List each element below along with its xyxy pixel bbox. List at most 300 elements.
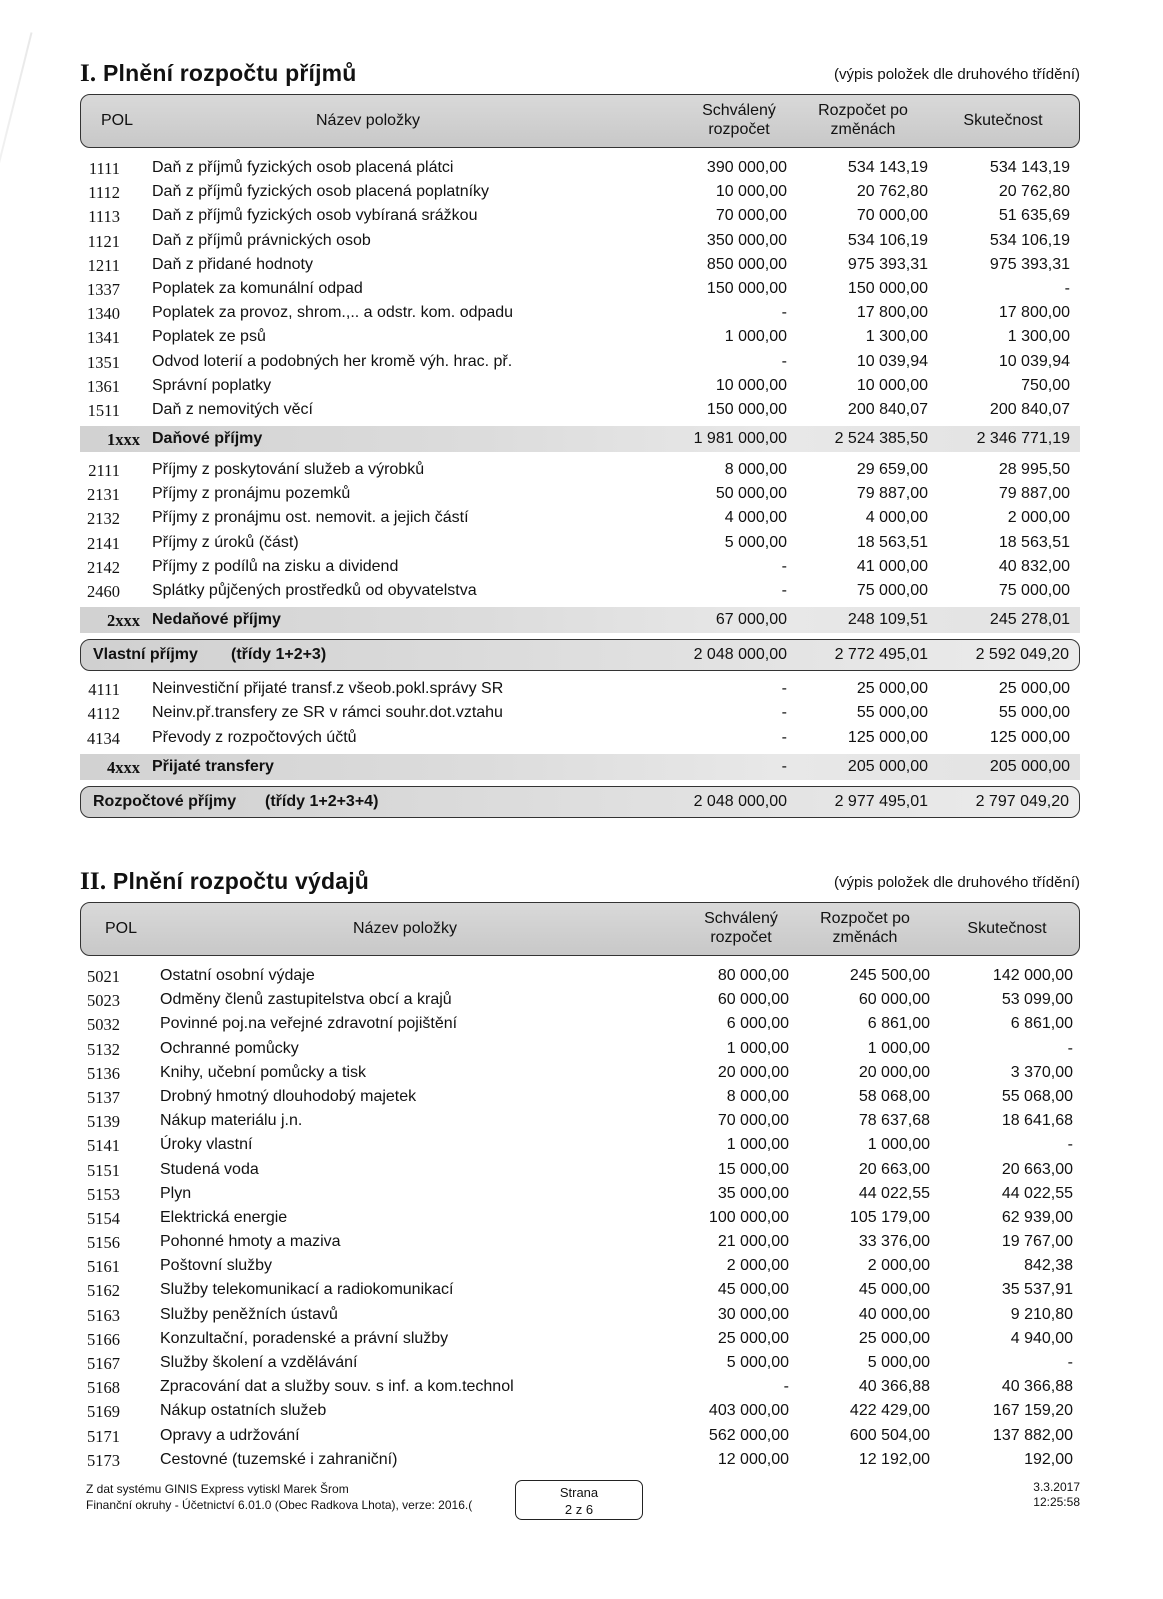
row-actual-value: 9 210,80 [1010, 1305, 1073, 1323]
row-actual-value: 975 393,31 [989, 255, 1070, 273]
income-section [80, 60, 1080, 824]
table-row [80, 1375, 1080, 1399]
row-changed-value: 41 000,00 [856, 557, 928, 575]
table-row [80, 506, 1080, 530]
row-approved-value: 2 000,00 [726, 1257, 789, 1275]
row-changed-value: 248 109,51 [847, 611, 928, 629]
row-approved-value: - [781, 352, 787, 370]
row-pol-code: 5162 [87, 1281, 120, 1301]
scan-edge-mark [0, 32, 33, 197]
row-actual-value: 17 800,00 [998, 304, 1070, 322]
row-changed-value: 20 663,00 [858, 1160, 930, 1178]
subtotal-row [80, 754, 1080, 780]
total-label: Vlastní příjmy [93, 646, 198, 664]
row-pol-code: 2460 [87, 582, 120, 601]
row-actual-value: 44 022,55 [1001, 1184, 1073, 1202]
page-value: 2 z 6 [564, 1502, 594, 1517]
row-changed-value: 125 000,00 [847, 728, 928, 746]
income-title-number: I. [80, 60, 97, 87]
row-approved-value: 5 000,00 [724, 533, 787, 551]
row-item-name: Plyn [160, 1184, 192, 1202]
row-item-name: Opravy a udržování [160, 1426, 300, 1444]
row-actual-value: 200 840,07 [989, 400, 1070, 418]
row-pol-code: 5166 [87, 1329, 120, 1349]
row-pol-code: 5032 [87, 1015, 120, 1035]
row-approved-value: 21 000,00 [717, 1233, 789, 1251]
row-item-name: Příjmy z poskytování služeb a výrobků [152, 461, 425, 479]
row-item-name: Služby školení a vzdělávání [160, 1354, 358, 1371]
row-actual-value: 137 882,00 [992, 1426, 1073, 1444]
col-approved: Schválený rozpočet [702, 102, 776, 138]
row-approved-value: 20 000,00 [717, 1063, 789, 1081]
row-approved-value: 15 000,00 [717, 1160, 789, 1178]
table-row [80, 1351, 1080, 1375]
row-pol-code: 2131 [87, 485, 120, 505]
row-item-name: Úroky vlastní [160, 1136, 253, 1154]
row-actual-value: 40 366,88 [1001, 1378, 1073, 1396]
total-approved-value: 2 048 000,00 [693, 792, 787, 810]
row-actual-value: - [1067, 1354, 1073, 1371]
page-number-box [515, 1480, 643, 1520]
row-changed-value: 20 762,80 [856, 183, 928, 201]
row-changed-value: 40 000,00 [858, 1305, 930, 1323]
row-changed-value: 33 376,00 [858, 1233, 930, 1251]
row-approved-value: 12 000,00 [717, 1450, 789, 1468]
row-actual-value: 750,00 [1021, 376, 1070, 394]
row-pol-code: 2142 [87, 557, 120, 577]
table-row [80, 1158, 1080, 1182]
row-actual-value: 55 000,00 [998, 704, 1070, 722]
row-actual-value: 28 995,50 [998, 461, 1070, 479]
row-pol-code: 1341 [87, 328, 120, 348]
row-approved-value: 67 000,00 [715, 611, 787, 629]
row-approved-value: 60 000,00 [717, 991, 789, 1009]
row-changed-value: 79 887,00 [856, 485, 928, 503]
col-name: Název položky [353, 920, 458, 937]
row-actual-value: 75 000,00 [998, 582, 1070, 599]
footer-date: 3.3.2017 [1033, 1480, 1080, 1494]
table-row [80, 180, 1080, 204]
row-changed-value: 534 143,19 [847, 159, 928, 176]
row-item-name: Poplatek za komunální odpad [152, 279, 363, 297]
row-approved-value: - [781, 728, 787, 746]
row-approved-value: 35 000,00 [717, 1184, 789, 1202]
page-footer [80, 1480, 1080, 1540]
row-pol-code: 5139 [87, 1112, 120, 1132]
row-pol-code: 5154 [87, 1208, 120, 1228]
table-row [80, 458, 1080, 482]
row-approved-value: 5 000,00 [726, 1354, 789, 1371]
row-changed-value: 2 524 385,50 [834, 430, 928, 448]
row-actual-value: 10 039,94 [998, 352, 1070, 370]
row-actual-value: 55 068,00 [1001, 1087, 1073, 1105]
total-actual-value: 2 592 049,20 [975, 646, 1069, 664]
row-pol-code: 4111 [88, 680, 120, 700]
row-item-name: Nákup ostatních služeb [160, 1402, 327, 1420]
income-table-body [80, 156, 1080, 818]
row-changed-value: 205 000,00 [847, 757, 928, 775]
total-label: Rozpočtové příjmy [93, 792, 237, 810]
row-pol-code: 1111 [88, 159, 120, 178]
budget-income-total [80, 786, 1080, 818]
row-item-name: Daňové příjmy [152, 430, 263, 448]
income-note: (výpis položek dle druhového třídění) [834, 66, 1080, 83]
row-item-name: Nedaňové příjmy [152, 611, 281, 629]
row-approved-value: 1 000,00 [726, 1136, 789, 1154]
row-actual-value: - [1064, 279, 1070, 297]
row-changed-value: 25 000,00 [858, 1329, 930, 1347]
row-item-name: Odvod loterií a podobných her kromě výh. hrac. př. [152, 352, 513, 370]
row-approved-value: 70 000,00 [717, 1112, 789, 1130]
row-approved-value: 8 000,00 [724, 461, 787, 479]
row-item-name: Zpracování dat a služby souv. s inf. a kom.technol [160, 1378, 514, 1396]
expenses-table-body [80, 964, 1080, 1472]
table-row [80, 301, 1080, 325]
row-changed-value: 245 500,00 [849, 967, 930, 984]
row-item-name: Odměny členů zastupitelstva obcí a krajů [160, 991, 452, 1009]
row-approved-value: 1 000,00 [726, 1039, 789, 1057]
expenses-header [80, 868, 1080, 902]
expenses-column-header [80, 902, 1080, 956]
row-item-name: Poštovní služby [160, 1257, 273, 1275]
row-changed-value: 975 393,31 [847, 255, 928, 273]
footer-datetime [1033, 1480, 1080, 1510]
row-actual-value: 6 861,00 [1010, 1015, 1073, 1033]
row-approved-value: 350 000,00 [706, 231, 787, 249]
row-actual-value: 167 159,20 [992, 1402, 1073, 1420]
row-approved-value: 390 000,00 [706, 159, 787, 176]
row-pol-code: 5156 [87, 1233, 120, 1253]
row-changed-value: 2 000,00 [867, 1257, 930, 1275]
row-actual-value: 1 300,00 [1007, 328, 1070, 346]
row-approved-value: 403 000,00 [708, 1402, 789, 1420]
row-actual-value: 53 099,00 [1001, 991, 1073, 1009]
table-row [80, 277, 1080, 301]
row-item-name: Daň z přidané hodnoty [152, 255, 313, 273]
col-pol: POL [101, 112, 134, 129]
row-approved-value: 150 000,00 [706, 400, 787, 418]
row-changed-value: 17 800,00 [856, 304, 928, 322]
row-actual-value: 20 762,80 [998, 183, 1070, 201]
row-changed-value: 60 000,00 [858, 991, 930, 1009]
row-changed-value: 25 000,00 [856, 680, 928, 698]
expenses-section [80, 868, 1080, 1472]
table-row [80, 398, 1080, 422]
row-item-name: Nákup materiálu j.n. [160, 1112, 303, 1130]
table-row [80, 1448, 1080, 1472]
row-actual-value: 20 663,00 [1001, 1160, 1073, 1178]
row-pol-code: 5171 [87, 1426, 120, 1446]
row-approved-value: 100 000,00 [708, 1208, 789, 1226]
row-pol-code: 1xxx [107, 430, 140, 450]
col-actual: Skutečnost [967, 920, 1047, 937]
footer-printed-by: Z dat systému GINIS Express vytiskl Marek Šrom [86, 1482, 349, 1496]
total-changed-value: 2 772 495,01 [834, 646, 928, 664]
row-item-name: Příjmy z pronájmu pozemků [152, 485, 351, 503]
table-row [80, 204, 1080, 228]
row-item-name: Daň z příjmů fyzických osob placená poplatníky [152, 183, 490, 201]
income-column-header [80, 94, 1080, 148]
row-item-name: Studená voda [160, 1160, 259, 1178]
table-row [80, 1061, 1080, 1085]
table-row [80, 374, 1080, 398]
row-approved-value: 150 000,00 [706, 279, 787, 297]
row-approved-value: 45 000,00 [717, 1281, 789, 1299]
row-changed-value: 10 039,94 [856, 352, 928, 370]
row-pol-code: 1511 [87, 400, 120, 420]
row-actual-value: 2 346 771,19 [976, 430, 1070, 448]
row-item-name: Neinv.př.transfery ze SR v rámci souhr.dot.vztahu [152, 704, 503, 722]
row-pol-code: 5141 [87, 1136, 120, 1156]
row-pol-code: 5169 [87, 1402, 120, 1422]
row-actual-value: 192,00 [1024, 1450, 1073, 1468]
row-changed-value: 58 068,00 [858, 1087, 930, 1105]
row-approved-value: 1 981 000,00 [693, 430, 787, 448]
row-pol-code: 4xxx [107, 757, 140, 777]
row-item-name: Přijaté transfery [152, 757, 274, 775]
row-pol-code: 5021 [87, 967, 120, 986]
row-pol-code: 5153 [87, 1184, 120, 1204]
row-item-name: Příjmy z úroků (část) [152, 533, 299, 551]
row-actual-value: 25 000,00 [998, 680, 1070, 698]
row-actual-value: 40 832,00 [998, 557, 1070, 575]
row-approved-value: - [781, 304, 787, 322]
income-title [80, 60, 357, 88]
row-changed-value: 1 300,00 [865, 328, 928, 346]
row-pol-code: 5132 [87, 1039, 120, 1059]
row-changed-value: 12 192,00 [858, 1450, 930, 1468]
row-pol-code: 4134 [87, 728, 120, 748]
table-row [80, 1012, 1080, 1036]
row-item-name: Elektrická energie [160, 1208, 288, 1226]
table-row [80, 1206, 1080, 1230]
row-item-name: Ostatní osobní výdaje [160, 967, 315, 984]
row-pol-code: 1337 [87, 279, 120, 299]
table-row [80, 555, 1080, 579]
row-changed-value: 55 000,00 [856, 704, 928, 722]
row-actual-value: 35 537,91 [1001, 1281, 1073, 1299]
row-pol-code: 2141 [87, 533, 120, 553]
page-label: Strana [559, 1485, 599, 1500]
total-approved-value: 2 048 000,00 [693, 646, 787, 664]
table-row [80, 482, 1080, 506]
row-actual-value: 245 278,01 [989, 611, 1070, 629]
row-pol-code: 1351 [87, 352, 120, 372]
table-row [80, 253, 1080, 277]
row-approved-value: 30 000,00 [717, 1305, 789, 1323]
income-header [80, 60, 1080, 94]
row-pol-code: 4112 [87, 704, 120, 724]
table-row [80, 677, 1080, 701]
row-approved-value: 25 000,00 [717, 1329, 789, 1347]
footer-system-info: Finanční okruhy - Účetnictví 6.01.0 (Obec Radkova Lhota), verze: 2016.( [86, 1498, 473, 1512]
row-actual-value: 79 887,00 [998, 485, 1070, 503]
row-actual-value: 18 641,68 [1001, 1112, 1073, 1130]
row-actual-value: - [1067, 1136, 1073, 1154]
row-approved-value: 850 000,00 [706, 255, 787, 273]
row-item-name: Převody z rozpočtových účtů [152, 728, 357, 746]
row-changed-value: 4 000,00 [865, 509, 928, 527]
table-row [80, 229, 1080, 253]
row-item-name: Poplatek za provoz, shrom.,.. a odstr. kom. odpadu [152, 304, 514, 322]
row-actual-value: - [1067, 1039, 1073, 1057]
table-row [80, 964, 1080, 988]
row-approved-value: 10 000,00 [715, 376, 787, 394]
row-pol-code: 1340 [87, 304, 120, 324]
row-changed-value: 75 000,00 [856, 582, 928, 599]
row-item-name: Daň z příjmů právnických osob [152, 231, 371, 249]
row-item-name: Služby peněžních ústavů [160, 1305, 338, 1323]
row-item-name: Splátky půjčených prostředků od obyvatelstva [152, 582, 477, 599]
row-changed-value: 45 000,00 [858, 1281, 930, 1299]
row-changed-value: 18 563,51 [856, 533, 928, 551]
row-item-name: Poplatek ze psů [152, 328, 266, 346]
row-pol-code: 1112 [88, 183, 120, 203]
row-changed-value: 422 429,00 [849, 1402, 930, 1420]
own-income-total [80, 639, 1080, 671]
table-row [80, 1230, 1080, 1254]
row-item-name: Drobný hmotný dlouhodobý majetek [160, 1087, 417, 1105]
subtotal-row [80, 607, 1080, 633]
row-changed-value: 29 659,00 [856, 461, 928, 479]
table-row [80, 350, 1080, 374]
row-approved-value: - [781, 757, 787, 775]
row-item-name: Daň z příjmů fyzických osob vybíraná srážkou [152, 207, 478, 225]
row-approved-value: 50 000,00 [715, 485, 787, 503]
col-changed: Rozpočet po změnách [820, 910, 910, 946]
row-actual-value: 205 000,00 [989, 757, 1070, 775]
col-changed: Rozpočet po změnách [818, 102, 908, 138]
expenses-note: (výpis položek dle druhového třídění) [834, 874, 1080, 891]
row-item-name: Příjmy z pronájmu ost. nemovit. a jejich částí [152, 509, 469, 527]
row-item-name: Povinné poj.na veřejné zdravotní pojištění [160, 1015, 458, 1033]
row-pol-code: 1121 [87, 231, 120, 251]
row-item-name: Příjmy z podílů na zisku a dividend [152, 557, 399, 575]
expenses-title [80, 868, 369, 896]
row-item-name: Správní poplatky [152, 376, 272, 394]
row-actual-value: 62 939,00 [1001, 1208, 1073, 1226]
table-row [80, 1424, 1080, 1448]
row-actual-value: 3 370,00 [1010, 1063, 1073, 1081]
row-pol-code: 5168 [87, 1378, 120, 1398]
table-row [80, 988, 1080, 1012]
row-pol-code: 5023 [87, 991, 120, 1011]
row-actual-value: 125 000,00 [989, 728, 1070, 746]
row-item-name: Cestovné (tuzemské i zahraniční) [160, 1450, 398, 1468]
row-pol-code: 5137 [87, 1087, 120, 1107]
row-actual-value: 19 767,00 [1001, 1233, 1073, 1251]
row-changed-value: 40 366,88 [858, 1378, 930, 1396]
row-pol-code: 5163 [87, 1305, 120, 1325]
table-row [80, 726, 1080, 750]
row-item-name: Daň z nemovitých věcí [152, 400, 313, 418]
expenses-title-text: Plnění rozpočtu výdajů [112, 868, 370, 894]
table-row [80, 1109, 1080, 1133]
row-approved-value: - [783, 1378, 789, 1396]
row-approved-value: 70 000,00 [715, 207, 787, 225]
row-pol-code: 2111 [88, 461, 120, 481]
row-changed-value: 200 840,07 [847, 400, 928, 418]
row-approved-value: - [781, 704, 787, 722]
row-item-name: Konzultační, poradenské a právní služby [160, 1329, 449, 1347]
row-changed-value: 70 000,00 [856, 207, 928, 225]
row-item-name: Služby telekomunikací a radiokomunikací [160, 1281, 454, 1299]
table-row [80, 1254, 1080, 1278]
row-changed-value: 150 000,00 [847, 279, 928, 297]
table-row [80, 325, 1080, 349]
row-approved-value: 562 000,00 [708, 1426, 789, 1444]
row-pol-code: 1113 [88, 207, 120, 227]
row-changed-value: 1 000,00 [867, 1039, 930, 1057]
col-approved: Schválený rozpočet [704, 910, 778, 946]
row-pol-code: 5161 [87, 1257, 120, 1277]
total-actual-value: 2 797 049,20 [975, 792, 1069, 810]
row-approved-value: 10 000,00 [715, 183, 787, 201]
row-item-name: Daň z příjmů fyzických osob placená plátci [152, 159, 454, 176]
table-row [80, 1085, 1080, 1109]
row-pol-code: 5167 [87, 1354, 120, 1373]
row-actual-value: 534 143,19 [989, 159, 1070, 176]
income-title-text: Plnění rozpočtu příjmů [102, 60, 357, 86]
row-changed-value: 10 000,00 [856, 376, 928, 394]
col-name: Název položky [316, 112, 421, 129]
footer-time: 12:25:58 [1033, 1495, 1080, 1509]
table-row [80, 531, 1080, 555]
total-changed-value: 2 977 495,01 [834, 792, 928, 810]
row-actual-value: 18 563,51 [998, 533, 1070, 551]
total-classes: (třídy 1+2+3) [231, 646, 327, 664]
table-row [80, 1327, 1080, 1351]
row-approved-value: - [781, 557, 787, 575]
row-actual-value: 534 106,19 [989, 231, 1070, 249]
row-changed-value: 105 179,00 [849, 1208, 930, 1226]
row-pol-code: 5136 [87, 1063, 120, 1083]
row-approved-value: 6 000,00 [726, 1015, 789, 1033]
row-actual-value: 142 000,00 [992, 967, 1073, 984]
col-pol: POL [105, 920, 138, 937]
row-changed-value: 20 000,00 [858, 1063, 930, 1081]
subtotal-row [80, 426, 1080, 452]
row-approved-value: - [781, 680, 787, 698]
total-classes: (třídy 1+2+3+4) [265, 792, 379, 810]
row-approved-value: 80 000,00 [717, 967, 789, 984]
row-changed-value: 1 000,00 [867, 1136, 930, 1154]
table-row [80, 156, 1080, 180]
row-actual-value: 51 635,69 [998, 207, 1070, 225]
table-row [80, 1303, 1080, 1327]
row-pol-code: 1211 [87, 255, 120, 275]
row-changed-value: 534 106,19 [847, 231, 928, 249]
row-pol-code: 5173 [87, 1450, 120, 1470]
row-item-name: Pohonné hmoty a maziva [160, 1233, 341, 1251]
row-actual-value: 842,38 [1024, 1257, 1073, 1275]
row-approved-value: - [781, 582, 787, 599]
table-row [80, 701, 1080, 725]
row-actual-value: 4 940,00 [1010, 1329, 1073, 1347]
row-pol-code: 2xxx [107, 611, 140, 631]
row-approved-value: 4 000,00 [724, 509, 787, 527]
row-pol-code: 2132 [87, 509, 120, 529]
table-row [80, 1182, 1080, 1206]
row-item-name: Neinvestiční přijaté transf.z všeob.pokl.správy SR [152, 680, 504, 698]
table-row [80, 1133, 1080, 1157]
col-actual: Skutečnost [963, 112, 1043, 129]
expenses-title-number: II. [80, 868, 107, 895]
row-changed-value: 78 637,68 [858, 1112, 930, 1130]
row-pol-code: 1361 [87, 376, 120, 396]
row-changed-value: 600 504,00 [849, 1426, 930, 1444]
row-pol-code: 5151 [87, 1160, 120, 1180]
